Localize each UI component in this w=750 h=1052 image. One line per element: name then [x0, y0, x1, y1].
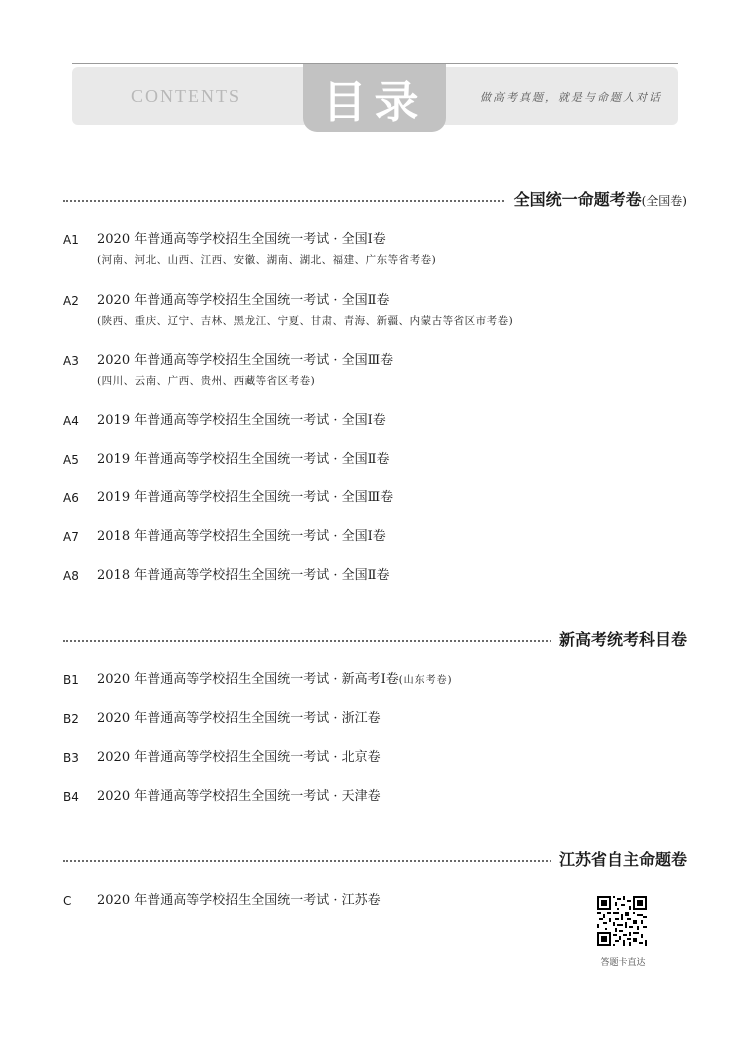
contents-label: CONTENTS [131, 86, 241, 106]
item-title: 2020 年普通高等学校招生全国统一考试 · 天津卷 [97, 789, 381, 804]
item-regions: (陕西、重庆、辽宁、吉林、黑龙江、宁夏、甘肃、青海、新疆、内蒙古等省区市考卷) [97, 315, 514, 327]
item-title: 2019 年普通高等学校招生全国统一考试 · 全国Ⅱ卷 [97, 452, 390, 467]
item-code: A3 [63, 354, 79, 368]
item-title: 2018 年普通高等学校招生全国统一考试 · 全国Ⅰ卷 [97, 529, 386, 544]
qr-caption: 答题卡直达 [600, 958, 646, 968]
item-code: A6 [63, 491, 79, 505]
page-title: 目录 [322, 77, 427, 128]
item-regions: (河南、河北、山西、江西、安徽、湖南、湖北、福建、广东等省考卷) [97, 254, 437, 266]
qr-code-icon[interactable] [597, 896, 647, 946]
item-code: B2 [63, 712, 79, 726]
item-title: 2019 年普通高等学校招生全国统一考试 · 全国Ⅲ卷 [97, 490, 394, 505]
slogan: 做高考真题，就是与命题人对话 [480, 91, 662, 104]
item-code: C [63, 894, 72, 908]
item-code: B1 [63, 673, 79, 687]
item-title: 2020 年普通高等学校招生全国统一考试 · 全国Ⅰ卷 [97, 232, 386, 247]
item-title: 2020 年普通高等学校招生全国统一考试 · 全国Ⅲ卷 [97, 353, 394, 368]
item-code: A8 [63, 569, 79, 583]
item-code: A1 [63, 233, 79, 247]
item-title: 2020 年普通高等学校招生全国统一考试 · 江苏卷 [97, 893, 381, 908]
item-note: (山东考卷) [398, 675, 453, 686]
section-title: 新高考统考科目卷 [551, 628, 687, 652]
item-code: B3 [63, 751, 79, 765]
item-code: A2 [63, 294, 79, 308]
item-title: 2020 年普通高等学校招生全国统一考试 · 浙江卷 [97, 711, 381, 726]
section-title: 江苏省自主命题卷 [551, 848, 687, 872]
item-title: 2020 年普通高等学校招生全国统一考试 · 全国Ⅱ卷 [97, 293, 390, 308]
section-header-jiangsu [63, 848, 687, 872]
item-regions: (四川、云南、广西、贵州、西藏等省区考卷) [97, 375, 316, 387]
item-code: A4 [63, 414, 79, 428]
section-header-national [63, 188, 687, 212]
title-tab [303, 64, 446, 132]
section-header-new-gaokao [63, 628, 687, 652]
item-title: 2020 年普通高等学校招生全国统一考试 · 北京卷 [97, 750, 381, 765]
section-subtitle: (全国卷) [641, 194, 687, 208]
item-title: 2020 年普通高等学校招生全国统一考试 · 新高考Ⅰ卷(山东考卷) [97, 672, 453, 687]
section-title: 全国统一命题考卷(全国卷) [506, 188, 687, 213]
item-code: A5 [63, 453, 79, 467]
item-title: 2018 年普通高等学校招生全国统一考试 · 全国Ⅱ卷 [97, 568, 390, 583]
item-code: B4 [63, 790, 79, 804]
item-code: A7 [63, 530, 79, 544]
item-title: 2019 年普通高等学校招生全国统一考试 · 全国Ⅰ卷 [97, 413, 386, 428]
